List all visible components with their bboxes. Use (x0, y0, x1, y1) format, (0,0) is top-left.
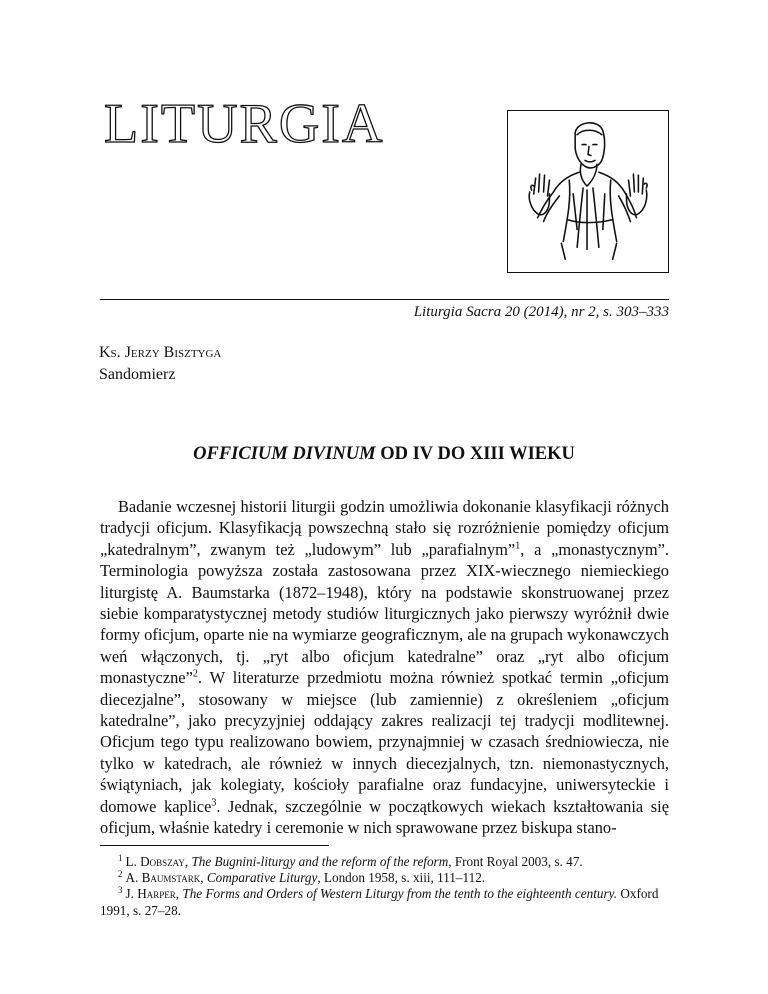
footnote-author: Harper (137, 886, 176, 902)
footnote-number: 1 (118, 852, 123, 863)
author-prefix: Ks. (99, 344, 125, 361)
author-last-name: Bisztyga (163, 344, 222, 361)
footnote-title: The Bugnini-liturgy and the reform of the reform (191, 854, 449, 869)
author-block (99, 342, 221, 386)
author-affiliation: Sandomierz (99, 366, 176, 383)
footnote: $^2$ A. Baumstark, Comparative Liturgy, London 1958, s. xiii, 111–112. (118, 868, 486, 886)
footnote: $^3$ J. Harper, The Forms and Orders of Western Liturgy from the tenth to the eighteenth century. Oxford 1991, s. 27–28. (100, 885, 659, 918)
body-text-4: . Jednak, szczególnie w początkowych wiekach kształtowania się oficjum, właśnie katedry i ceremonie w nich sprawowane przez biskupa stano- (100, 796, 669, 838)
footnote-title: The Forms and Orders of Western Liturgy from the tenth to the eighteenth century. (182, 886, 618, 902)
article-title-italic: OFFICIUM DIVINUM (193, 444, 376, 464)
body-text-3: . W literaturze przedmiotu można również spotkać termin „oficjum diecezjalne”, stosowany w miejsce (lub zamiennie) z określeniem „oficjum katedralne”, jako precyzyjniej oddający zakres realizacji tej tradycji modlitewnej. Oficjum tego typu realizowano bowiem, przynajmniej w czasach średniowiecza, nie tylko w katedrach, ale również w innych diecezjalnych, tzn. niemonastycznych, świątyniach, jak kolegiaty, kościoły parafialne oraz fundacyjne, uniwersyteckie i domowe kaplice (100, 668, 669, 816)
footnote: $^1$ L. Dobszay, The Bugnini-liturgy and the reform of the reform, Front Royal 2003, s. 47. (118, 852, 583, 869)
footnote-rule (100, 845, 329, 846)
article-title-rest: OD IV DO XIII WIEKU (375, 444, 575, 464)
footnotes (100, 854, 669, 919)
author-name (99, 342, 221, 364)
footnote-author: Dobszay (140, 854, 185, 869)
footnote-title: Comparative Liturgy (206, 870, 318, 886)
body-paragraph (100, 496, 669, 839)
journal-header-title: LITURGIA (104, 93, 385, 155)
footnote-ref-1: 1 (515, 540, 521, 552)
journal-emblem (507, 110, 669, 273)
author-first-name: Jerzy (124, 344, 164, 361)
praying-figure-icon (508, 111, 668, 272)
footnote-author: Baumstark (141, 870, 201, 886)
article-title (0, 444, 768, 465)
body-text-2: , a „monastycznym”. Terminologia powyższa została zastosowana przez XIX-wiecznego niemieckiego liturgistę A. Baumstarka (1872–1948), który na podstawie skonstruowanej przez siebie komparatystycznej metody studiów liturgicznych jako pierwszy wyróżnił dwie formy oficjum, oparte nie na wymiarze geograficznym, ale na grupach wykonawczych weń włączonych, tj. „ryt albo oficjum katedralne” oraz „ryt albo oficjum monastyczne” (100, 539, 669, 688)
footnote-ref-2: 2 (192, 668, 198, 680)
footnote-ref-3: 3 (211, 797, 217, 809)
footnote-number: 2 (118, 868, 123, 879)
header-rule (100, 299, 669, 300)
footnote-number: 3 (118, 885, 123, 896)
body-text-1: Badanie wczesnej historii liturgii godzin umożliwia dokonanie klasyfikacji różnych tradycji oficjum. Klasyfikacją powszechną stało się rozróżnienie pomiędzy oficjum „katedralnym”, zwanym też „ludowym” lub „parafialnym” (100, 497, 669, 559)
journal-citation: Liturgia Sacra 20 (2014), nr 2, s. 303–333 (413, 304, 669, 320)
